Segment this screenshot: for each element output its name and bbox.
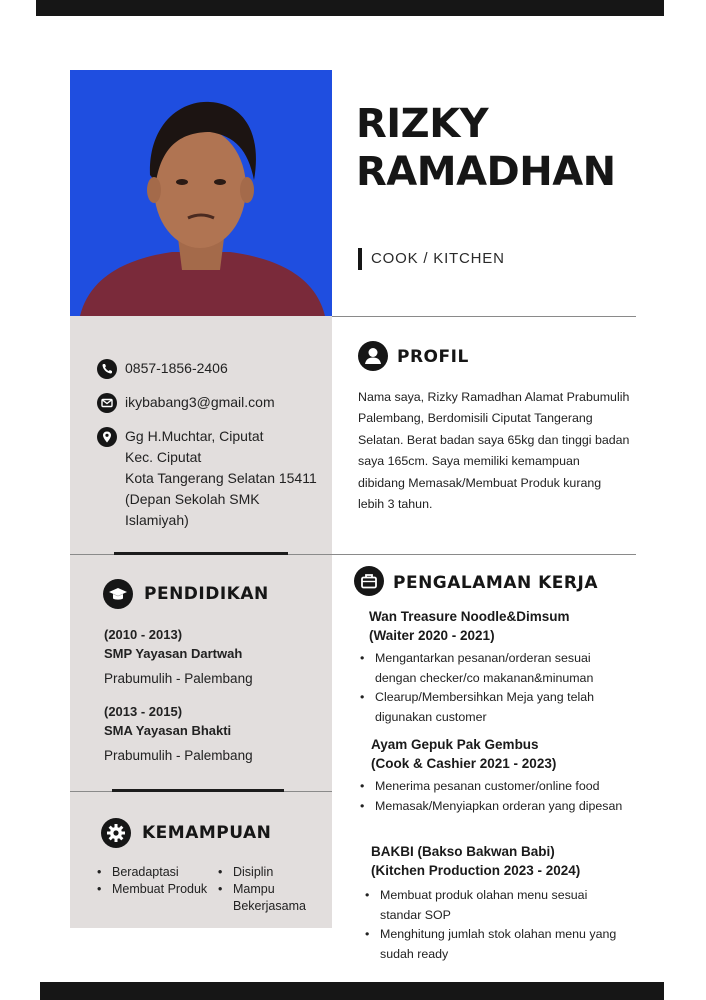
phone-number: 0857-1856-2406 [125,360,228,376]
job-position: (Kitchen Production 2023 - 2024) [371,863,581,878]
skill-item: • Disiplin [218,864,318,881]
skill-item: • Beradaptasi [97,864,217,881]
address-line: Kec. Ciputat [125,449,202,465]
education-place: Prabumulih - Palembang [104,671,253,686]
email-address: ikybabang3@gmail.com [125,394,275,410]
job-duty: • Menerima pesanan customer/online food [359,777,649,797]
job-position: (Cook & Cashier 2021 - 2023) [371,756,557,771]
user-icon [358,341,388,371]
job-company: BAKBI (Bakso Bakwan Babi) [371,844,555,859]
education-school: SMA Yayasan Bhakti [104,723,232,738]
profile-text: Nama saya, Rizky Ramadhan Alamat Prabumulih Palembang, Berdomisili Ciputat Tangerang Selatan. Berat badan saya 65kg dan tinggi badan saya 165cm. Saya memiliki kemampuan dibidang Memasak/Membuat Produk kurang lebih 3 tahun. [358,390,630,512]
job-duty: • Membuat produk olahan menu sesuai standar SOP [364,886,626,925]
job-title [371,842,580,880]
education-years: (2010 - 2013) [104,627,183,642]
skills-heading: KEMAMPUAN [142,823,272,843]
role-accent-bar [358,248,362,270]
education-school: SMP Yayasan Dartwah [104,646,243,661]
address-line: Islamiyah) [125,512,189,528]
job-duty: • Mengantarkan pesanan/orderan sesuai dengan checker/co makanan&minuman [359,649,629,688]
education-item [104,625,253,688]
divider-header [332,316,636,317]
top-bar [36,0,664,16]
full-name [356,100,616,196]
address-line: (Depan Sekolah SMK [125,491,260,507]
job-duties [364,886,626,964]
job-position: (Waiter 2020 - 2021) [369,628,495,643]
divider-accent-1 [114,552,288,555]
location-pin-icon [97,427,117,447]
skills-column-2 [218,864,318,915]
job-duty: • Memasak/Menyiapkan orderan yang dipesan [359,797,649,817]
education-item [104,702,253,765]
education-years: (2013 - 2015) [104,704,183,719]
briefcase-icon [354,566,384,596]
job-duty: • Clearup/Membersihkan Meja yang telah digunakan customer [359,688,629,727]
job-title [369,607,570,645]
name-last: RAMADHAN [356,149,616,195]
skills-column-1 [97,864,217,898]
name-first: RIZKY [356,101,489,147]
gear-icon [101,818,131,848]
divider-accent-2 [112,789,284,792]
job-duties [359,777,649,816]
address-line: Kota Tangerang Selatan 15411 [125,470,317,486]
skill-item: • Membuat Produk [97,881,217,898]
address [125,426,317,531]
profile-photo [70,70,332,316]
phone-icon [97,359,117,379]
job-company: Ayam Gepuk Pak Gembus [371,737,539,752]
job-company: Wan Treasure Noodle&Dimsum [369,609,570,624]
education-heading: PENDIDIKAN [144,584,269,604]
skill-item: • Mampu Bekerjasama [218,881,318,915]
job-title [371,735,556,773]
profile-heading: PROFIL [397,347,469,367]
education-place: Prabumulih - Palembang [104,748,253,763]
address-line: Gg H.Muchtar, Ciputat [125,428,264,444]
experience-heading: PENGALAMAN KERJA [393,573,598,593]
graduation-cap-icon [103,579,133,609]
job-duty: • Menghitung jumlah stok olahan menu yang sudah ready [364,925,626,964]
mail-icon [97,393,117,413]
person-portrait-image [70,70,332,316]
job-duties [359,649,629,727]
job-role: COOK / KITCHEN [371,250,505,267]
bottom-bar [40,982,664,1000]
